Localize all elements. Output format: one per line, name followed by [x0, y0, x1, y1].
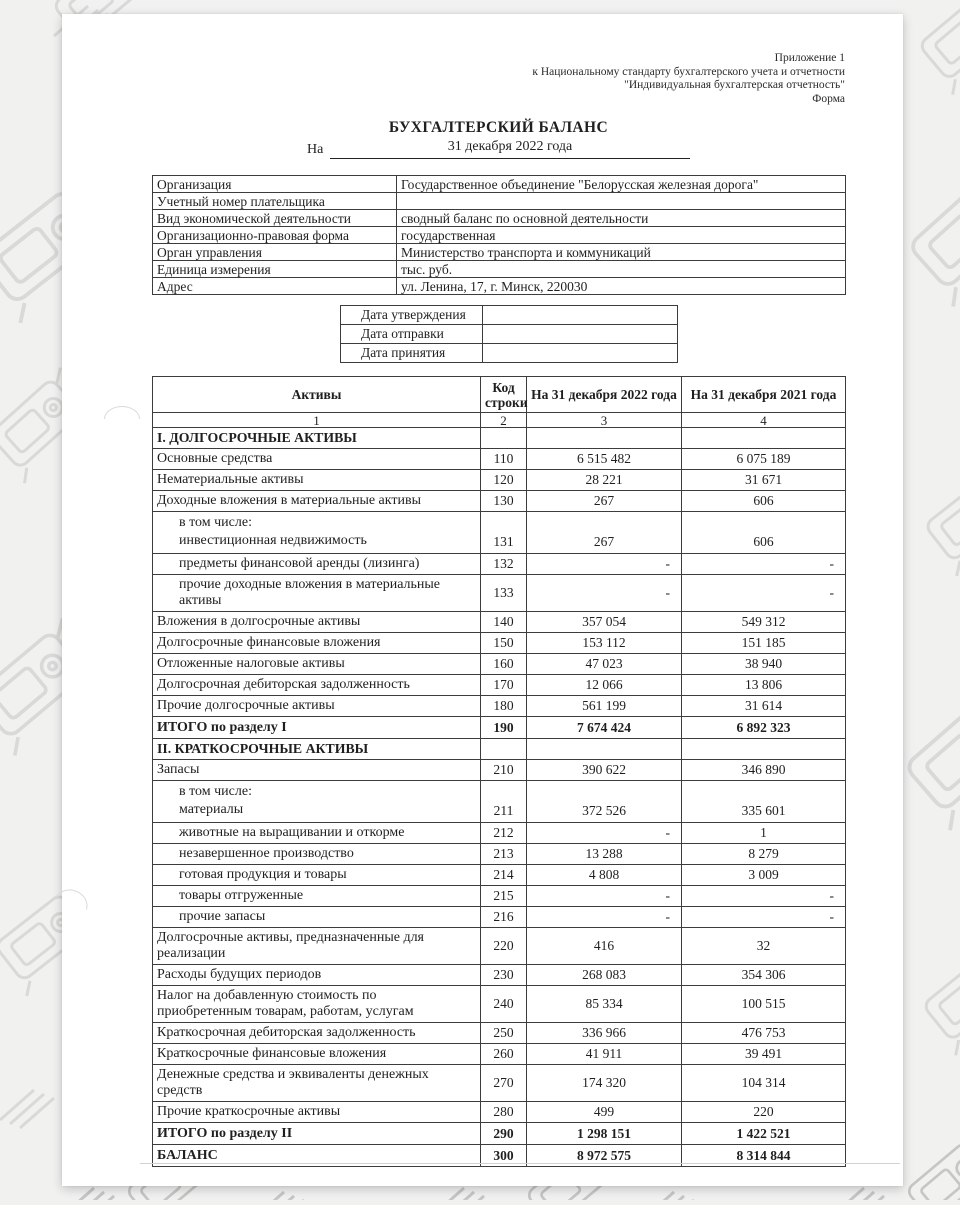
row-label: Долгосрочная дебиторская задолженность: [153, 675, 481, 696]
row-value-2021: 104 314: [682, 1065, 846, 1102]
table-row: [153, 633, 846, 654]
org-row-label: Единица измерения: [153, 261, 397, 278]
table-row: [153, 654, 846, 675]
col-number: 2: [481, 413, 527, 428]
header-assets: Активы: [153, 377, 481, 413]
row-value-2022: -: [527, 907, 682, 928]
row-code: 280: [481, 1102, 527, 1123]
scan-punch-mark: [104, 406, 140, 419]
org-row: [153, 227, 846, 244]
table-row: [153, 612, 846, 633]
date-row-label: Дата отправки: [341, 325, 483, 344]
table-row: [153, 844, 846, 865]
row-value-2021: 606: [682, 491, 846, 512]
appendix-line-2: к Национальному стандарту бухгалтерского учета и отчетности: [532, 65, 845, 78]
row-value-2021: -: [682, 907, 846, 928]
row-code: 250: [481, 1023, 527, 1044]
row-label: животные на выращивании и откорме: [153, 823, 481, 844]
table-row: [153, 491, 846, 512]
row-value-2021: 1 422 521: [682, 1123, 846, 1145]
row-code: 190: [481, 717, 527, 739]
row-value-2021: 549 312: [682, 612, 846, 633]
row-label: ИТОГО по разделу I: [153, 717, 481, 739]
row-code: 216: [481, 907, 527, 928]
row-value-2021: 606: [682, 512, 846, 554]
date-row-value: [483, 325, 678, 344]
row-label: ИТОГО по разделу II: [153, 1123, 481, 1145]
appendix-line-1: Приложение 1: [774, 52, 845, 64]
row-code: 290: [481, 1123, 527, 1145]
row-value-2022: 41 911: [527, 1044, 682, 1065]
table-row: [153, 1044, 846, 1065]
org-row: [153, 176, 846, 193]
column-numbers-row: [153, 413, 846, 428]
row-label: II. КРАТКОСРОЧНЫЕ АКТИВЫ: [153, 739, 481, 760]
row-value-2021: -: [682, 575, 846, 612]
balance-header-row: [153, 377, 846, 413]
row-code: 240: [481, 986, 527, 1023]
row-label: Запасы: [153, 760, 481, 781]
org-row-value: ул. Ленина, 17, г. Минск, 220030: [397, 278, 846, 295]
org-row: [153, 278, 846, 295]
row-code: 170: [481, 675, 527, 696]
row-value-2021: 13 806: [682, 675, 846, 696]
row-value-2021: 8 279: [682, 844, 846, 865]
table-row: [153, 675, 846, 696]
row-value-2022: 85 334: [527, 986, 682, 1023]
row-value-2022: 1 298 151: [527, 1123, 682, 1145]
row-value-2022: 357 054: [527, 612, 682, 633]
org-row-value: сводный баланс по основной деятельности: [397, 210, 846, 227]
table-row: [153, 428, 846, 449]
row-label: прочие запасы: [153, 907, 481, 928]
row-value-2022: 153 112: [527, 633, 682, 654]
row-value-2022: 390 622: [527, 760, 682, 781]
row-label: Отложенные налоговые активы: [153, 654, 481, 675]
row-value-2021: [682, 739, 846, 760]
row-code: 132: [481, 554, 527, 575]
org-row-label: Учетный номер плательщика: [153, 193, 397, 210]
row-value-2021: 220: [682, 1102, 846, 1123]
table-row: [153, 739, 846, 760]
table-row: [153, 512, 846, 554]
table-row: [153, 1102, 846, 1123]
date-row-label: Дата принятия: [341, 344, 483, 363]
table-row: [153, 928, 846, 965]
row-value-2022: 499: [527, 1102, 682, 1123]
header-2021: На 31 декабря 2021 года: [682, 377, 846, 413]
table-row: [153, 575, 846, 612]
date-row-value: [483, 306, 678, 325]
row-value-2021: -: [682, 886, 846, 907]
row-label: БАЛАНС: [153, 1145, 481, 1167]
row-value-2021: 8 314 844: [682, 1145, 846, 1167]
row-code: 211: [481, 781, 527, 823]
appendix-note: [152, 14, 845, 106]
org-row: [153, 244, 846, 261]
row-code: 215: [481, 886, 527, 907]
row-value-2022: 416: [527, 928, 682, 965]
row-code: 230: [481, 965, 527, 986]
date-row-label: Дата утверждения: [341, 306, 483, 325]
table-row: [153, 696, 846, 717]
row-label: Налог на добавленную стоимость по приобретенным товарам, работам, услугам: [153, 986, 481, 1023]
col-number: 3: [527, 413, 682, 428]
date-line: [152, 139, 845, 163]
row-label: товары отгруженные: [153, 886, 481, 907]
org-row-label: Организация: [153, 176, 397, 193]
org-row-label: Вид экономической деятельности: [153, 210, 397, 227]
row-code: 213: [481, 844, 527, 865]
table-row: [153, 449, 846, 470]
row-code: 120: [481, 470, 527, 491]
row-value-2021: 31 614: [682, 696, 846, 717]
row-code: 131: [481, 512, 527, 554]
row-value-2022: 561 199: [527, 696, 682, 717]
row-value-2022: 268 083: [527, 965, 682, 986]
org-row-label: Организационно-правовая форма: [153, 227, 397, 244]
table-row: [153, 781, 846, 823]
row-label: Вложения в долгосрочные активы: [153, 612, 481, 633]
row-value-2021: 6 075 189: [682, 449, 846, 470]
row-label: Прочие краткосрочные активы: [153, 1102, 481, 1123]
row-value-2021: 335 601: [682, 781, 846, 823]
row-value-2022: 47 023: [527, 654, 682, 675]
row-value-2022: -: [527, 575, 682, 612]
row-code: [481, 428, 527, 449]
row-value-2022: 12 066: [527, 675, 682, 696]
row-label: готовая продукция и товары: [153, 865, 481, 886]
row-value-2022: 4 808: [527, 865, 682, 886]
row-value-2022: 6 515 482: [527, 449, 682, 470]
date-row: [341, 344, 678, 363]
table-row: [153, 470, 846, 491]
header-code: Код строки: [481, 377, 527, 413]
org-row-value: государственная: [397, 227, 846, 244]
col-number: 1: [153, 413, 481, 428]
row-label: Прочие долгосрочные активы: [153, 696, 481, 717]
row-value-2021: 39 491: [682, 1044, 846, 1065]
row-value-2021: 476 753: [682, 1023, 846, 1044]
row-label: Краткосрочные финансовые вложения: [153, 1044, 481, 1065]
org-row-value: Министерство транспорта и коммуникаций: [397, 244, 846, 261]
row-value-2022: 7 674 424: [527, 717, 682, 739]
org-info-table: [152, 175, 846, 295]
row-value-2021: 6 892 323: [682, 717, 846, 739]
row-code: 160: [481, 654, 527, 675]
row-label: Долгосрочные активы, предназначенные для реализации: [153, 928, 481, 965]
table-row: [153, 554, 846, 575]
row-code: 214: [481, 865, 527, 886]
row-code: 220: [481, 928, 527, 965]
row-value-2022: 174 320: [527, 1065, 682, 1102]
table-row: [153, 907, 846, 928]
org-row-value: тыс. руб.: [397, 261, 846, 278]
date-row: [341, 306, 678, 325]
org-row-label: Адрес: [153, 278, 397, 295]
row-value-2021: 31 671: [682, 470, 846, 491]
row-code: [481, 739, 527, 760]
row-code: 180: [481, 696, 527, 717]
row-label: Основные средства: [153, 449, 481, 470]
row-value-2022: 267: [527, 491, 682, 512]
row-label: предметы финансовой аренды (лизинга): [153, 554, 481, 575]
table-row: [153, 1123, 846, 1145]
org-row-label: Орган управления: [153, 244, 397, 261]
date-row-value: [483, 344, 678, 363]
row-label: Доходные вложения в материальные активы: [153, 491, 481, 512]
table-row: [153, 823, 846, 844]
row-label: I. ДОЛГОСРОЧНЫЕ АКТИВЫ: [153, 428, 481, 449]
table-row: [153, 865, 846, 886]
row-value-2021: 346 890: [682, 760, 846, 781]
balance-table: [152, 376, 846, 1167]
row-label: Нематериальные активы: [153, 470, 481, 491]
row-code: 212: [481, 823, 527, 844]
row-value-2022: [527, 428, 682, 449]
table-row: [153, 717, 846, 739]
org-row: [153, 261, 846, 278]
dates-table: [340, 305, 678, 363]
row-value-2022: -: [527, 554, 682, 575]
row-value-2022: -: [527, 886, 682, 907]
row-code: 130: [481, 491, 527, 512]
date-row: [341, 325, 678, 344]
row-value-2021: 1: [682, 823, 846, 844]
date-prefix: На: [307, 142, 324, 157]
appendix-line-3: "Индивидуальная бухгалтерская отчетность": [624, 79, 845, 91]
row-code: 133: [481, 575, 527, 612]
row-value-2021: [682, 428, 846, 449]
document-title: БУХГАЛТЕРСКИЙ БАЛАНС: [388, 119, 609, 136]
scan-fold-line: [140, 1163, 900, 1164]
row-value-2022: 336 966: [527, 1023, 682, 1044]
row-value-2022: 8 972 575: [527, 1145, 682, 1167]
row-value-2022: -: [527, 823, 682, 844]
row-label: в том числе: материалы: [153, 781, 481, 823]
row-label: в том числе: инвестиционная недвижимость: [153, 512, 481, 554]
row-label: прочие доходные вложения в материальные активы: [153, 575, 481, 612]
col-number: 4: [682, 413, 846, 428]
row-value-2021: 151 185: [682, 633, 846, 654]
org-row: [153, 193, 846, 210]
table-row: [153, 1023, 846, 1044]
table-row: [153, 886, 846, 907]
row-code: 210: [481, 760, 527, 781]
document-page: [62, 14, 903, 1186]
row-label: незавершенное производство: [153, 844, 481, 865]
row-value-2021: 3 009: [682, 865, 846, 886]
org-row-value: [397, 193, 846, 210]
row-code: 140: [481, 612, 527, 633]
org-row-value: Государственное объединение "Белорусская железная дорога": [397, 176, 846, 193]
row-label: Расходы будущих периодов: [153, 965, 481, 986]
table-row: [153, 965, 846, 986]
row-code: 260: [481, 1044, 527, 1065]
row-value-2022: 28 221: [527, 470, 682, 491]
row-value-2022: [527, 739, 682, 760]
row-code: 270: [481, 1065, 527, 1102]
report-date: 31 декабря 2022 года: [330, 139, 690, 159]
row-value-2022: 267: [527, 512, 682, 554]
row-label: Долгосрочные финансовые вложения: [153, 633, 481, 654]
header-2022: На 31 декабря 2022 года: [527, 377, 682, 413]
table-row: [153, 986, 846, 1023]
row-value-2021: 354 306: [682, 965, 846, 986]
row-value-2021: 32: [682, 928, 846, 965]
org-row: [153, 210, 846, 227]
row-label: Денежные средства и эквиваленты денежных средств: [153, 1065, 481, 1102]
row-code: 110: [481, 449, 527, 470]
row-code: 150: [481, 633, 527, 654]
row-value-2022: 372 526: [527, 781, 682, 823]
table-row: [153, 1065, 846, 1102]
row-value-2021: 38 940: [682, 654, 846, 675]
table-row: [153, 760, 846, 781]
row-value-2022: 13 288: [527, 844, 682, 865]
row-code: 300: [481, 1145, 527, 1167]
row-value-2021: -: [682, 554, 846, 575]
row-label: Краткосрочная дебиторская задолженность: [153, 1023, 481, 1044]
appendix-line-4: Форма: [812, 92, 845, 105]
row-value-2021: 100 515: [682, 986, 846, 1023]
